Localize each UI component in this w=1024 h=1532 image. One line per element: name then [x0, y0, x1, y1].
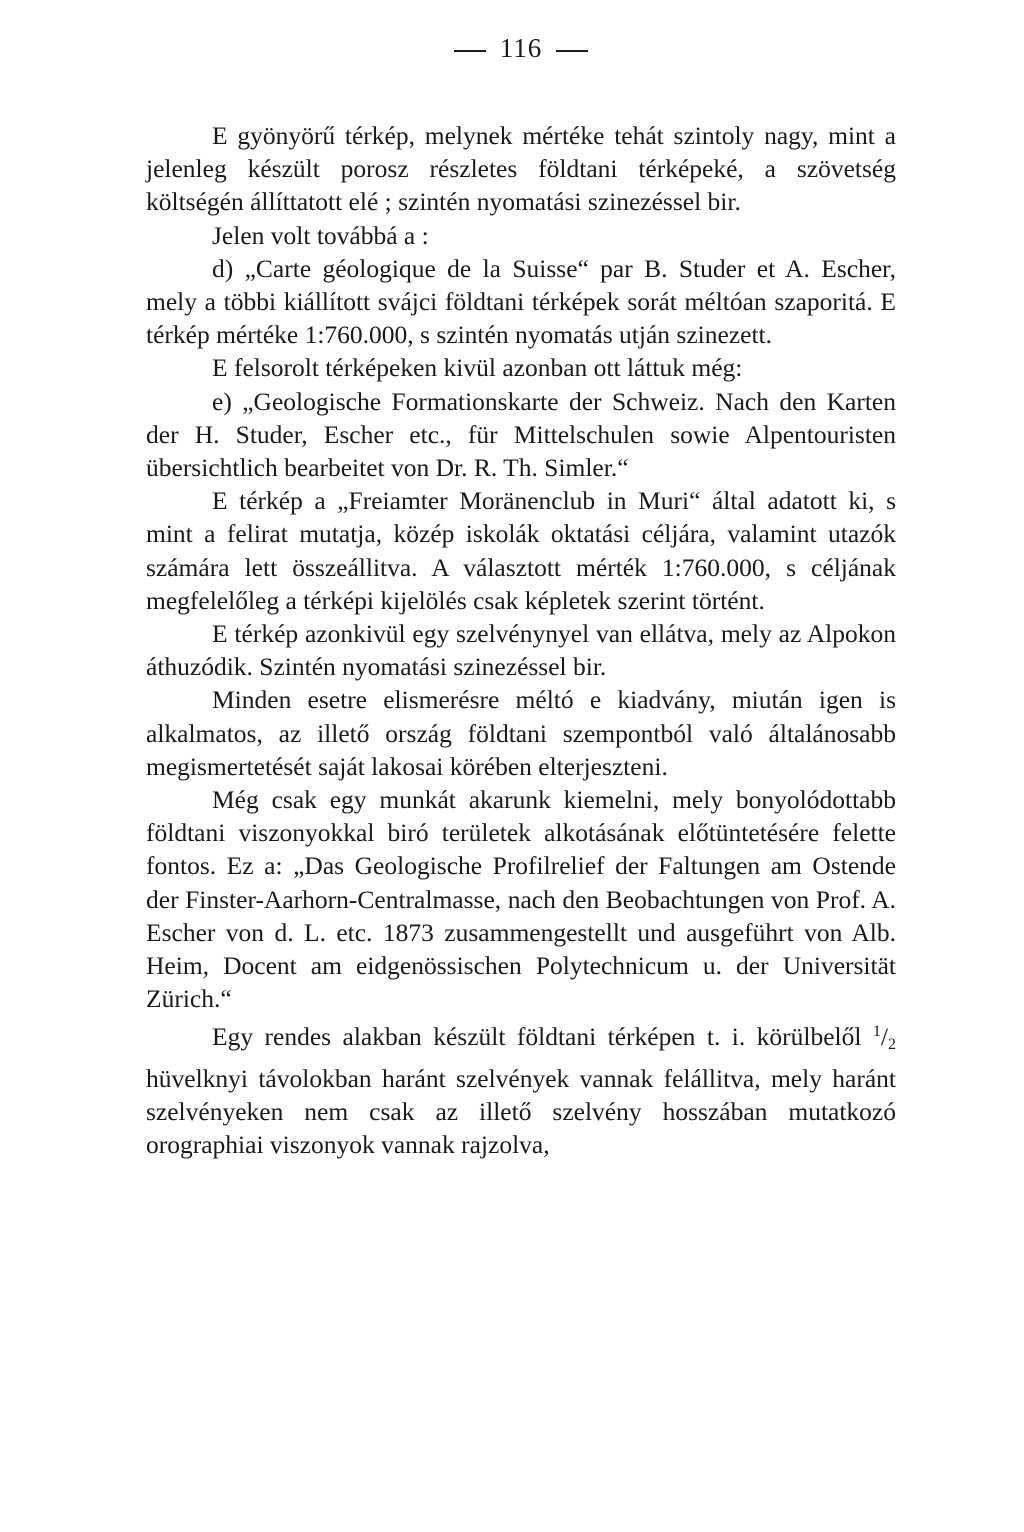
fraction-denominator: 2 — [888, 1036, 896, 1054]
paragraph: e) „Geologische Formationskarte der Schweiz. Nach den Karten der H. Studer, Escher etc., für Mittelschulen sowie Alpentouristen übersichtlich bearbeitet von Dr. R. Th. Simler.“ — [146, 386, 896, 483]
body-text — [146, 119, 896, 1161]
book-page — [146, 30, 896, 1510]
header-dash-left — [454, 50, 486, 52]
paragraph: d) „Carte géologique de la Suisse“ par B. Studer et A. Escher, mely a többi kiállított svájci földtani térképek sorát méltóan szaporitá. E térkép mértéke 1:760.000, s szintén nyomatás utján szinezett. — [146, 253, 896, 350]
paragraph-last — [146, 1015, 896, 1161]
paragraph: Minden esetre elismerésre méltó e kiadvány, miután igen is alkalmatos, az illető ország földtani szempontból való általánosabb megismertetését saját lakosai körében elterjeszteni. — [146, 685, 896, 781]
paragraph: E térkép a „Freiamter Moränenclub in Muri“ által adatott ki, s mint a felirat mutatja, közép iskolák oktatási céljára, valamint utazók számára lett összeállitva. A választott mérték 1:760.000, s céljának megfelelőleg a térképi kijelölés csak képletek szerint történt. — [146, 486, 896, 615]
paragraph: E felsorolt térképeken kivül azonban ott láttuk még: — [212, 353, 743, 383]
paragraph-text-before-fraction: Egy rendes alakban készült földtani térképen t. i. körülbelől — [212, 1022, 873, 1052]
paragraph: E gyönyörű térkép, melynek mértéke tehát szintoly nagy, mint a jelenleg készült porosz részletes földtani térképeké, a szövetség költségén állíttatott elé ; szintén nyomatási szinezéssel bir. — [146, 121, 896, 217]
fraction-numerator: 1 — [872, 1023, 881, 1041]
page-number-header — [146, 30, 896, 66]
paragraph: E térkép azonkivül egy szelvénynyel van ellátva, mely az Alpokon áthuzódik. Szintén nyomatási szinezéssel bir. — [146, 619, 896, 682]
paragraph: Még csak egy munkát akarunk kiemelni, mely bonyolódottabb földtani viszonyokkal biró területek alkotásának előtüntetésére felette fontos. Ez a: „Das Geologische Profilrelief der Faltungen am Ostende der Finster-Aarhorn-Centralmasse, nach den Beobachtungen von Prof. A. Escher von d. L. etc. 1873 zusammengestellt und ausgeführt von Alb. Heim, Docent am eidgenössischen Polytechnicum u. der Universität Zürich.“ — [146, 785, 896, 1014]
fraction-slash: / — [880, 1022, 888, 1052]
header-dash-right — [556, 50, 588, 52]
page-number: 116 — [499, 33, 543, 63]
paragraph: Jelen volt továbbá a : — [212, 220, 429, 250]
paragraph-text-after-fraction: hüvelknyi távolokban haránt szelvények vannak felállitva, mely haránt szelvényeken nem csak az illető szelvény hosszában mutatkozó orographiai viszonyok vannak rajzolva, — [146, 1063, 896, 1160]
